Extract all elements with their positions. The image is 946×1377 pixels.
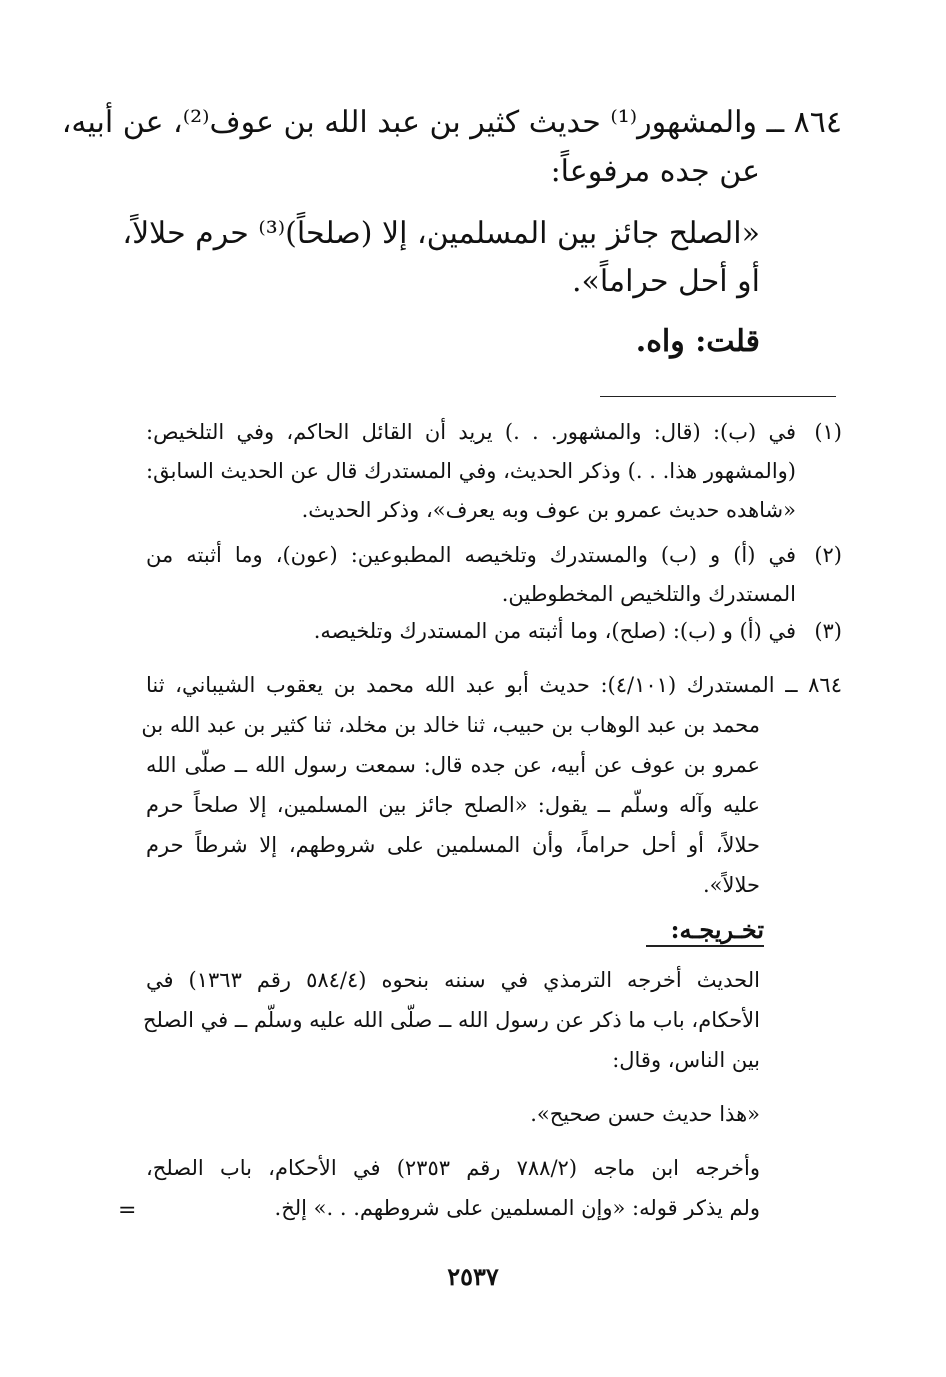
takhrij-quote: «هذا حديث حسن صحيح». bbox=[530, 1102, 760, 1126]
hadith-line-2: عن جده مرفوعاً: bbox=[550, 154, 760, 189]
takhrij-line: الأحكام، باب ما ذكر عن رسول الله ــ صلّى الله عليه وسلّم ــ في الصلح bbox=[143, 1008, 760, 1032]
takhrij-line: بين الناس، وقال: bbox=[612, 1048, 760, 1072]
source-line: محمد بن عبد الوهاب بن حبيب، ثنا خالد بن مخلد، ثنا كثير بن عبد الله بن bbox=[141, 713, 760, 737]
footnote-line: في (أ) و (ب) والمستدرك وتلخيصه المطبوعين: (عون)، وما أثبته من bbox=[146, 543, 796, 567]
takhrij-line: الحديث أخرجه الترمذي في سننه بنحوه (٥٨٤/٤ رقم ١٣٦٣) في bbox=[146, 968, 760, 992]
continuation-mark: = bbox=[118, 1198, 137, 1223]
takhrij-line: ولم يذكر قوله: «وإن المسلمين على شروطهم. . .» إلخ. bbox=[274, 1196, 760, 1220]
footnote-separator bbox=[600, 396, 836, 397]
source-line: عليه وآله وسلّم ــ يقول: «الصلح جائز بين المسلمين، إلا صلحاً حرم bbox=[146, 793, 760, 817]
footnote-line: المستدرك والتلخيص المخطوطين. bbox=[501, 582, 796, 606]
footnote-number: (١) bbox=[814, 420, 842, 444]
hadith-line-1: ٨٦٤ ــ والمشهور⁽¹⁾ حديث كثير بن عبد الله بن عوف⁽²⁾، عن أبيه، bbox=[61, 105, 842, 140]
footnote-line: (والمشهور هذا. . .) وذكر الحديث، وفي المستدرك قال عن الحديث السابق: bbox=[146, 459, 796, 483]
source-line: حلالاً». bbox=[702, 873, 760, 897]
hadith-line-5: قلت: واه. bbox=[635, 324, 760, 359]
takhrij-line: وأخرجه ابن ماجه (٧٨٨/٢ رقم ٢٣٥٣) في الأحكام، باب الصلح، bbox=[146, 1156, 760, 1180]
footnote-line: في (أ) و (ب): (صلح)، وما أثبته من المستدرك وتلخيصه. bbox=[313, 619, 796, 643]
footnote-number: (٣) bbox=[814, 619, 842, 643]
takhrij-heading: تخـريجـه: bbox=[670, 915, 764, 944]
source-line: ٨٦٤ ــ المستدرك (٤/١٠١): حديث أبو عبد الله محمد بن يعقوب الشيباني، ثنا bbox=[146, 673, 842, 697]
footnote-number: (٢) bbox=[814, 543, 842, 567]
footnote-line: «شاهده حديث عمرو بن عوف وبه يعرف»، وذكر الحديث. bbox=[301, 498, 796, 522]
page-number: ٢٥٣٧ bbox=[447, 1262, 499, 1291]
footnote-line: في (ب): (قال: والمشهور. . .) يريد أن القائل الحاكم، وفي التلخيص: bbox=[146, 420, 796, 444]
source-line: عمرو بن عوف عن أبيه، عن جده قال: سمعت رسول الله ــ صلّى الله bbox=[146, 753, 760, 777]
heading-underline bbox=[646, 945, 764, 947]
hadith-line-3: «الصلح جائز بين المسلمين، إلا (صلحاً)⁽³⁾ حرم حلالاً، bbox=[122, 216, 760, 251]
source-line: حلالاً، أو أحل حراماً، وأن المسلمين على شروطهم، إلا شرطاً حرم bbox=[146, 833, 760, 857]
hadith-line-4: أو أحل حراماً». bbox=[571, 264, 760, 299]
